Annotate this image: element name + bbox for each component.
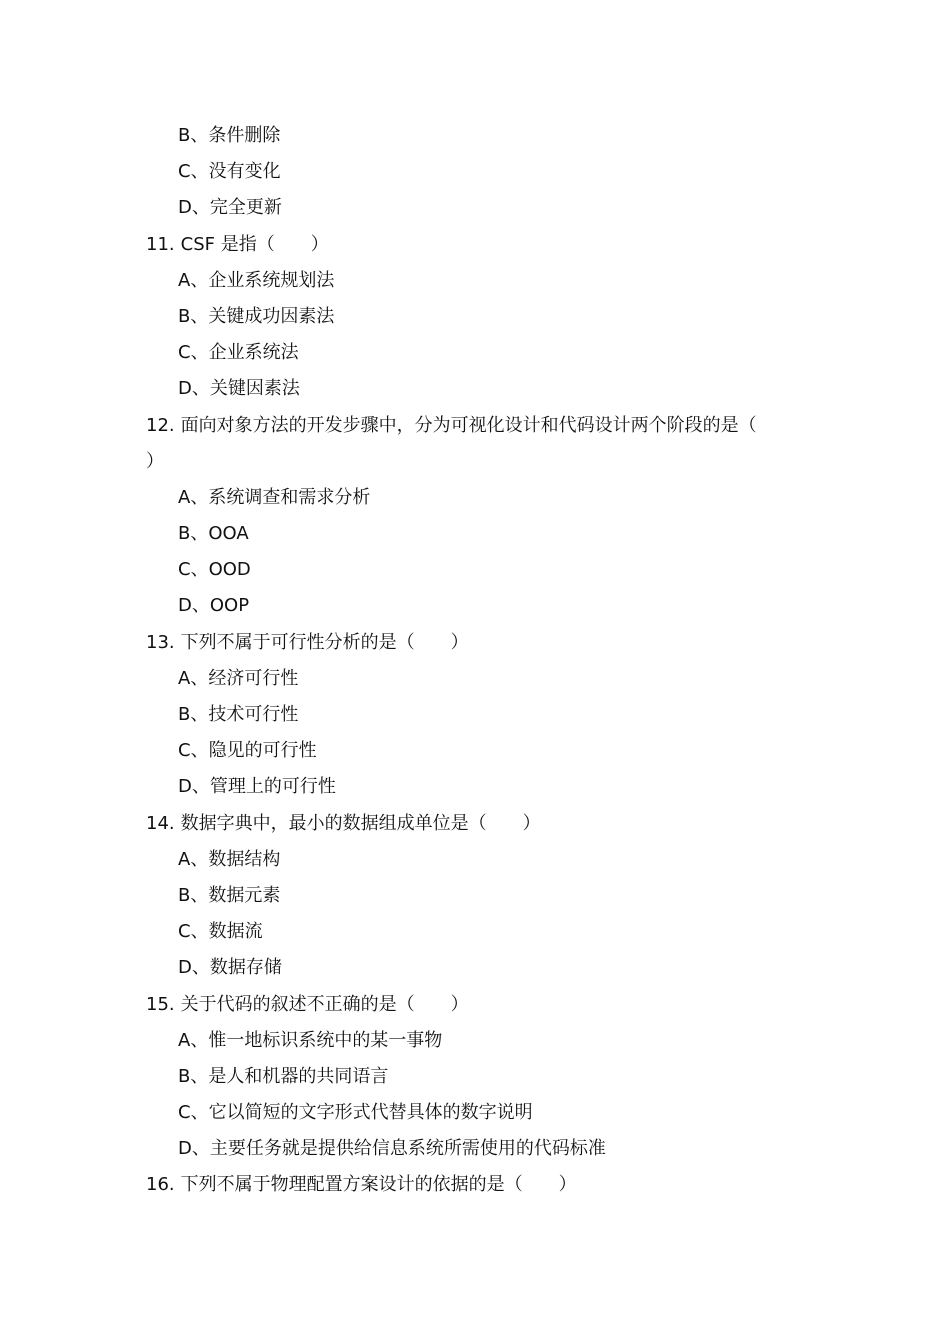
option-line: B、OOA (178, 523, 249, 545)
option-line: D、关键因素法 (178, 378, 300, 400)
option-line: C、企业系统法 (178, 342, 299, 364)
option-line: A、经济可行性 (178, 667, 299, 689)
question-number: 15. (146, 993, 175, 1015)
option-line: A、企业系统规划法 (178, 269, 335, 291)
option-line: A、数据结构 (178, 848, 281, 870)
question-text: CSF 是指（ ） (180, 233, 329, 255)
option-line: B、是人和机器的共同语言 (178, 1065, 389, 1087)
option-line: D、管理上的可行性 (178, 776, 336, 798)
option-line: C、它以简短的文字形式代替具体的数字说明 (178, 1102, 533, 1124)
question-text: 下列不属于物理配置方案设计的依据的是（ ） (180, 1174, 577, 1196)
option-line: C、OOD (178, 559, 251, 581)
question-list (146, 118, 816, 1204)
option-line: A、系统调查和需求分析 (178, 486, 371, 508)
question-14 (146, 806, 816, 842)
question-number: 16. (146, 1174, 175, 1196)
question-number: 11. (146, 233, 175, 255)
question-text: 面向对象方法的开发步骤中，分为可视化设计和代码设计两个阶段的是（ (180, 414, 757, 436)
option-line: C、数据流 (178, 921, 263, 943)
option-line: D、数据存储 (178, 957, 282, 979)
question-text: 数据字典中，最小的数据组成单位是（ ） (180, 812, 541, 834)
question-13 (146, 625, 816, 661)
question-number: 12. (146, 414, 175, 436)
option-line: B、条件删除 (178, 125, 281, 146)
option-line: C、隐见的可行性 (178, 740, 317, 762)
option-line: B、技术可行性 (178, 704, 299, 725)
option-line: B、关键成功因素法 (178, 305, 335, 327)
option-line: B、数据元素 (178, 884, 281, 906)
option-line: D、主要任务就是提供给信息系统所需使用的代码标准 (178, 1138, 606, 1160)
question-text: 下列不属于可行性分析的是（ ） (180, 631, 469, 653)
question-16 (146, 1167, 816, 1203)
question-text: 关于代码的叙述不正确的是（ ） (180, 993, 469, 1015)
question-number: 14. (146, 812, 175, 834)
question-number: 13. (146, 631, 175, 653)
question-11 (146, 227, 816, 263)
option-line: A、惟一地标识系统中的某一事物 (178, 1029, 443, 1051)
option-line: D、完全更新 (178, 197, 282, 219)
option-line: C、没有变化 (178, 161, 281, 183)
question-12 (146, 408, 816, 444)
question-15 (146, 987, 816, 1023)
option-line: D、OOP (178, 595, 250, 617)
question-continuation: ） (146, 450, 164, 472)
